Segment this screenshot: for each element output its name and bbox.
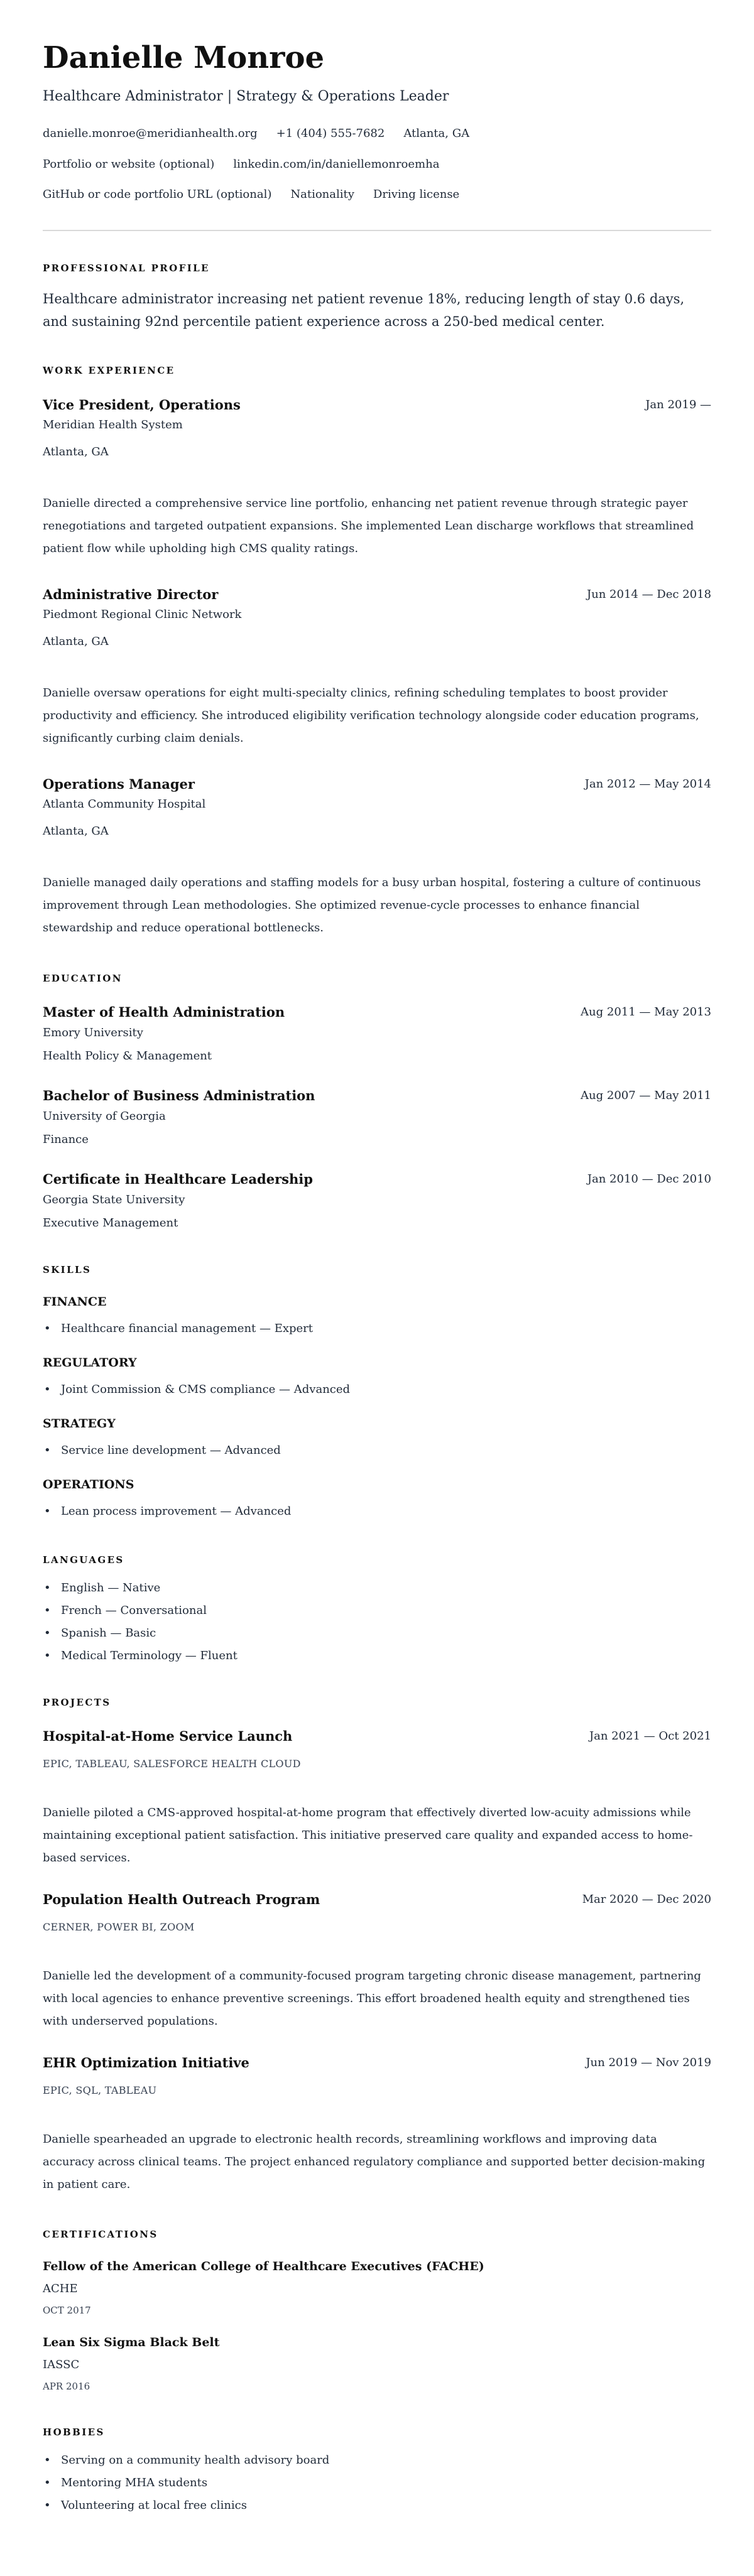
education-dates: Aug 2011 — May 2013 xyxy=(581,1005,711,1019)
education-dates: Jan 2010 — Dec 2010 xyxy=(587,1172,711,1186)
candidate-headline: Healthcare Administrator | Strategy & Operations Leader xyxy=(43,89,449,104)
language-item: • English — Native xyxy=(43,1577,711,1599)
certification-date: OCT 2017 xyxy=(43,2305,91,2316)
project-dates: Jan 2021 — Oct 2021 xyxy=(589,1729,711,1743)
experience-item xyxy=(43,776,711,939)
project-title: Population Health Outreach Program xyxy=(43,1891,320,1907)
project-item xyxy=(43,1728,711,1870)
project-description: Danielle led the development of a community-focused program targeting chronic disease management, partnering with local agencies to enhance preventive screenings. This effort broadened health equity and strengthened ties with underserved populations. xyxy=(43,1969,701,2028)
experience-item xyxy=(43,586,711,750)
school-name: Emory University xyxy=(43,1026,143,1039)
job-description: Danielle directed a comprehensive service line portfolio, enhancing net patient revenue through strategic payer renegotiations and targeted outpatient expansions. She implemented Lean discharge workflows that streamlined patient flow while upholding high CMS quality ratings. xyxy=(43,497,694,555)
skill-category: STRATEGY xyxy=(43,1417,116,1431)
job-company: Piedmont Regional Clinic Network xyxy=(43,608,242,621)
skills-section xyxy=(43,1264,711,1520)
certification-item xyxy=(43,2258,711,2317)
project-tech-stack: EPIC, SQL, TABLEAU xyxy=(43,2084,157,2096)
education-item xyxy=(43,1171,711,1232)
certification-date: APR 2016 xyxy=(43,2381,90,2392)
contact-row xyxy=(43,125,711,143)
contact-driving-license: Driving license xyxy=(373,188,460,201)
section-heading: HOBBIES xyxy=(43,2427,105,2438)
project-title: Hospital-at-Home Service Launch xyxy=(43,1728,293,1744)
contact-nationality: Nationality xyxy=(290,188,354,201)
education-section xyxy=(43,972,711,1232)
certification-issuer: IASSC xyxy=(43,2358,80,2371)
job-location: Atlanta, GA xyxy=(43,825,109,838)
job-dates: Jan 2019 — xyxy=(645,398,711,411)
section-heading: SKILLS xyxy=(43,1264,92,1275)
skill-item: • Service line development — Advanced xyxy=(43,1442,711,1459)
section-heading: LANGUAGES xyxy=(43,1554,124,1566)
contact-row xyxy=(43,156,711,173)
certification-title: Lean Six Sigma Black Belt xyxy=(43,2335,220,2349)
contact-phone[interactable]: +1 (404) 555-7682 xyxy=(276,127,385,140)
job-title: Administrative Director xyxy=(43,587,219,602)
contact-github[interactable]: GitHub or code portfolio URL (optional) xyxy=(43,188,272,201)
experience-item xyxy=(43,396,711,560)
contact-location: Atlanta, GA xyxy=(403,127,470,140)
job-title: Vice President, Operations xyxy=(43,397,241,413)
hobby-item: • Mentoring MHA students xyxy=(43,2472,711,2494)
languages-section xyxy=(43,1554,711,1667)
certifications-section xyxy=(43,2228,711,2393)
section-heading: PROJECTS xyxy=(43,1697,111,1708)
job-company: Atlanta Community Hospital xyxy=(43,798,206,811)
skill-item: • Joint Commission & CMS compliance — Advanced xyxy=(43,1381,711,1399)
degree-title: Certificate in Healthcare Leadership xyxy=(43,1171,313,1187)
language-item: • French — Conversational xyxy=(43,1599,711,1622)
job-dates: Jun 2014 — Dec 2018 xyxy=(586,588,711,601)
job-dates: Jan 2012 — May 2014 xyxy=(584,777,711,791)
profile-section xyxy=(43,262,711,333)
hobbies-section xyxy=(43,2426,711,2517)
job-location: Atlanta, GA xyxy=(43,635,109,648)
language-item: • Spanish — Basic xyxy=(43,1622,711,1645)
resume-header xyxy=(43,40,711,203)
project-tech-stack: EPIC, TABLEAU, SALESFORCE HEALTH CLOUD xyxy=(43,1758,301,1770)
skill-item: • Lean process improvement — Advanced xyxy=(43,1503,711,1520)
project-tech-stack: CERNER, POWER BI, ZOOM xyxy=(43,1921,195,1933)
certification-issuer: ACHE xyxy=(43,2282,78,2295)
field-of-study: Health Policy & Management xyxy=(43,1049,212,1063)
project-description: Danielle spearheaded an upgrade to electronic health records, streamlining workflows and improving data accuracy across clinical teams. The project enhanced regulatory compliance and supported better decision-making in patient care. xyxy=(43,2133,706,2191)
job-description: Danielle oversaw operations for eight multi-specialty clinics, refining scheduling templates to boost provider productivity and efficiency. She introduced eligibility verification technology alongside coder education programs, significantly curbing claim denials. xyxy=(43,686,699,745)
project-description: Danielle piloted a CMS-approved hospital-at-home program that effectively diverted low-acuity admissions while maintaining exceptional patient satisfaction. This initiative preserved care quality and expanded access to home-based services. xyxy=(43,1806,693,1864)
education-item xyxy=(43,1087,711,1149)
contact-email[interactable]: danielle.monroe@meridianhealth.org xyxy=(43,127,258,140)
skill-category: FINANCE xyxy=(43,1295,107,1309)
project-item xyxy=(43,1891,711,2033)
project-dates: Jun 2019 — Nov 2019 xyxy=(586,2056,711,2069)
section-heading: PROFESSIONAL PROFILE xyxy=(43,262,210,274)
profile-summary: Healthcare administrator increasing net patient revenue 18%, reducing length of stay 0.6 days, and sustaining 92nd percentile patient experience across a 250-bed medical center. xyxy=(43,291,685,329)
job-title: Operations Manager xyxy=(43,776,195,792)
skill-item: • Healthcare financial management — Expert xyxy=(43,1320,711,1338)
skill-category: OPERATIONS xyxy=(43,1478,134,1491)
contact-row xyxy=(43,186,711,203)
certification-item xyxy=(43,2334,711,2393)
degree-title: Bachelor of Business Administration xyxy=(43,1088,315,1103)
contact-portfolio[interactable]: Portfolio or website (optional) xyxy=(43,158,215,171)
skill-category: REGULATORY xyxy=(43,1356,137,1370)
certification-title: Fellow of the American College of Healthcare Executives (FACHE) xyxy=(43,2259,484,2273)
contact-linkedin[interactable]: linkedin.com/in/daniellemonroemha xyxy=(233,158,440,171)
candidate-name: Danielle Monroe xyxy=(43,40,325,75)
hobby-item: • Volunteering at local free clinics xyxy=(43,2494,711,2517)
project-item xyxy=(43,2054,711,2196)
section-heading: WORK EXPERIENCE xyxy=(43,365,175,376)
job-description: Danielle managed daily operations and staffing models for a busy urban hospital, fostering a culture of continuous improvement through Lean methodologies. She optimized revenue-cycle processes to enhance financial stewardship and reduce operational bottlenecks. xyxy=(43,876,701,934)
field-of-study: Finance xyxy=(43,1133,89,1146)
school-name: University of Georgia xyxy=(43,1110,166,1123)
hobby-item: • Serving on a community health advisory board xyxy=(43,2449,711,2472)
header-divider xyxy=(43,230,711,231)
project-title: EHR Optimization Initiative xyxy=(43,2055,249,2070)
job-location: Atlanta, GA xyxy=(43,445,109,458)
job-company: Meridian Health System xyxy=(43,418,183,431)
education-dates: Aug 2007 — May 2011 xyxy=(581,1089,711,1102)
section-heading: EDUCATION xyxy=(43,973,123,984)
field-of-study: Executive Management xyxy=(43,1216,178,1230)
education-item xyxy=(43,1004,711,1065)
school-name: Georgia State University xyxy=(43,1193,185,1206)
language-item: • Medical Terminology — Fluent xyxy=(43,1645,711,1667)
degree-title: Master of Health Administration xyxy=(43,1004,285,1020)
section-heading: CERTIFICATIONS xyxy=(43,2229,158,2240)
project-dates: Mar 2020 — Dec 2020 xyxy=(582,1893,711,1906)
experience-section xyxy=(43,364,711,939)
projects-section xyxy=(43,1696,711,2196)
